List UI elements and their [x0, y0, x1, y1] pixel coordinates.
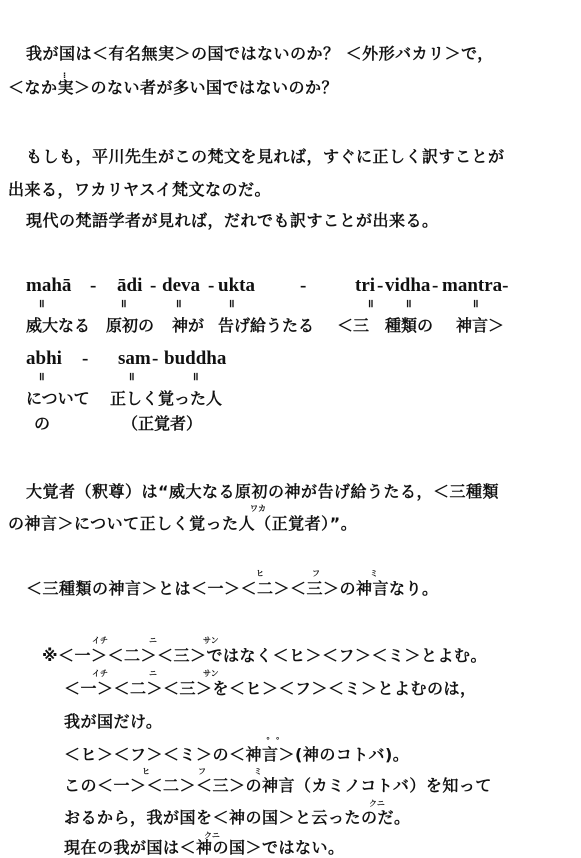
ruby-fu: フ — [312, 569, 320, 578]
note-line-2: ＜一＞＜二＞＜三＞を＜ヒ＞＜フ＞＜ミ＞とよむのは， — [64, 679, 477, 698]
paragraph-4-line: ＜三種類の神言＞とは＜一＞＜二＞＜三＞の神言なり。 — [26, 579, 439, 598]
note-line-3: 我が国だけ。 — [64, 712, 163, 731]
note-line-6: おるから，我が国を＜神の国＞と云ったのだ。 — [64, 808, 411, 827]
equals-mark: ॥ — [405, 297, 412, 310]
paragraph-3-line-2: の神言＞について正しく覚った人（正覚者）”。 — [8, 514, 358, 533]
paragraph-2-line-2: 出来る，ワカリヤスイ梵文なのだ。 — [8, 180, 272, 199]
roman-word: mantra- — [442, 275, 509, 296]
ruby-san: サン — [203, 669, 219, 678]
ruby-ichi: イチ — [92, 636, 108, 645]
gloss-jp: 種類の — [385, 316, 434, 335]
gloss-jp: について — [26, 389, 90, 408]
ruby-satori: ワカ — [250, 504, 266, 513]
roman-dash: - — [208, 275, 215, 296]
paragraph-2-line-3: 現代の梵語学者が見れば，だれでも訳すことが出来る。 — [26, 211, 439, 230]
roman-word: abhi — [26, 348, 62, 369]
note-line-7: 現在の我が国は＜神の国＞ではない。 — [64, 838, 345, 857]
gloss-jp: の — [34, 414, 51, 433]
roman-dash: - — [300, 275, 307, 296]
ruby-dots: ° ° — [266, 736, 280, 745]
roman-word: vidha — [385, 275, 431, 296]
roman-word: deva — [162, 275, 200, 296]
note-line-5: この＜一＞＜二＞＜三＞の神言（カミノコトバ）を知って — [64, 776, 492, 795]
note-line-1: ※＜一＞＜二＞＜三＞ではなく＜ヒ＞＜フ＞＜ミ＞とよむ。 — [42, 646, 488, 665]
roman-dash: - — [377, 275, 384, 296]
roman-word: sam — [118, 348, 151, 369]
equals-mark: ॥ — [228, 297, 235, 310]
ruby-kuni: クニ — [204, 831, 220, 840]
roman-dash: - — [152, 348, 159, 369]
ruby-mi: ミ — [370, 569, 378, 578]
paragraph-1-line-1: 我が国は＜有名無実＞の国ではないのか？ ＜外形バカリ＞で， — [26, 44, 494, 63]
gloss-jp: 威大なる — [26, 316, 91, 335]
gloss-jp: 神言＞ — [456, 316, 505, 335]
equals-mark: ॥ — [38, 370, 45, 383]
gloss-jp: 告げ給うたる — [218, 316, 315, 335]
equals-mark: ॥ — [120, 297, 127, 310]
roman-word: ādi — [117, 275, 143, 296]
roman-dash: - — [432, 275, 439, 296]
emphasis-dots: ⁝ — [63, 71, 67, 80]
gloss-jp: 神が — [172, 316, 205, 335]
roman-dash: - — [150, 275, 157, 296]
roman-word: tri — [355, 275, 376, 296]
gloss-jp: 原初の — [106, 316, 155, 335]
roman-dash: - — [82, 348, 89, 369]
roman-word: mahā — [26, 275, 72, 296]
roman-word: buddha — [164, 348, 227, 369]
paragraph-1-line-2: ＜なか実＞のない者が多い国ではないのか？ — [8, 78, 339, 97]
ruby-hi: ヒ — [256, 569, 264, 578]
gloss-jp: （正覚者） — [122, 414, 203, 433]
gloss-jp: ＜三 — [337, 316, 370, 335]
equals-mark: ॥ — [367, 297, 374, 310]
roman-word: ukta — [218, 275, 255, 296]
paragraph-2-line-1: もしも，平川先生がこの梵文を見れば，すぐに正しく訳すことが — [26, 147, 505, 166]
ruby-mi: ミ — [254, 767, 262, 776]
equals-mark: ॥ — [192, 370, 199, 383]
equals-mark: ॥ — [128, 370, 135, 383]
ruby-ni: ニ — [149, 636, 157, 645]
equals-mark: ॥ — [175, 297, 182, 310]
ruby-hi: ヒ — [142, 767, 150, 776]
ruby-san: サン — [203, 636, 219, 645]
ruby-kuni: クニ — [369, 799, 385, 808]
ruby-ni: ニ — [149, 669, 157, 678]
roman-dash: - — [90, 275, 97, 296]
gloss-jp: 正しく覚った人 — [110, 389, 223, 408]
ruby-fu: フ — [198, 767, 206, 776]
equals-mark: ॥ — [472, 297, 479, 310]
equals-mark: ॥ — [38, 297, 45, 310]
note-line-4: ＜ヒ＞＜フ＞＜ミ＞の＜神言＞(神のコトバ)。 — [64, 745, 410, 764]
paragraph-3-line-1: 大覚者（釈尊）は“威大なる原初の神が告げ給うたる，＜三種類 — [26, 482, 500, 501]
ruby-ichi: イチ — [92, 669, 108, 678]
